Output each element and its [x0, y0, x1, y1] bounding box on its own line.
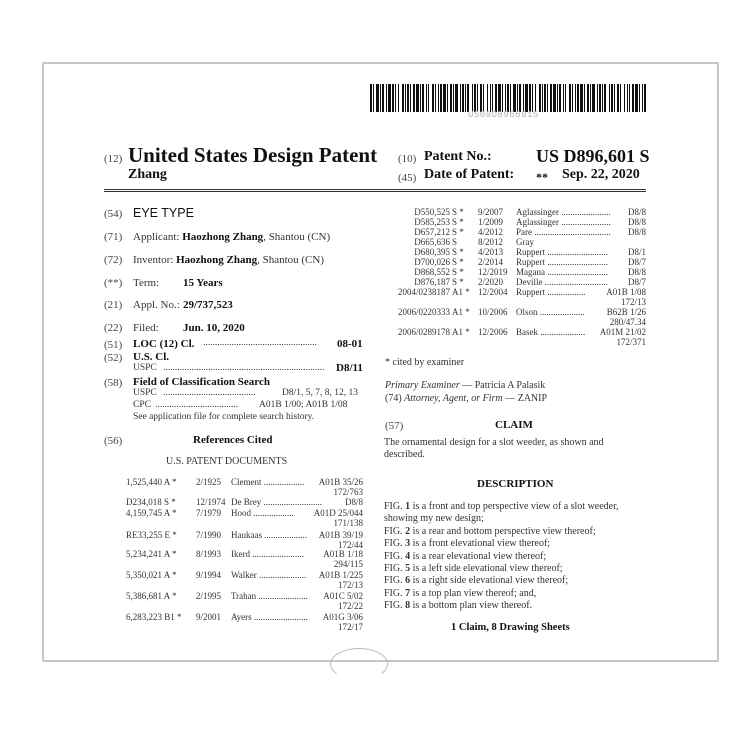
ref-kind: A1 * [452, 327, 470, 337]
appl-value: 29/737,523 [183, 299, 233, 311]
barcode-bar [644, 84, 646, 112]
ref-date: 7/1990 [196, 530, 222, 540]
ref-date: 1/2009 [478, 217, 504, 227]
ref-class-secondary: 172/13 [620, 297, 646, 307]
ref-number: D876,187 [414, 277, 450, 287]
term-value: 15 Years [183, 277, 223, 289]
figure-prefix: FIG. [384, 501, 406, 512]
ref-number: D585,253 [414, 217, 450, 227]
ref-date: 12/1974 [196, 497, 226, 507]
ref-number: D550,525 [414, 207, 450, 217]
uspc-value: D8/11 [336, 362, 363, 374]
examiner-row [385, 380, 545, 391]
figure-description [384, 600, 646, 612]
ref-class-secondary: 172/13 [337, 580, 363, 590]
code-22: (22) [104, 322, 123, 334]
inventor-row [133, 254, 324, 266]
figure-text: is a rear and bottom perspective view thereof; [410, 525, 596, 537]
us-patent-documents-label: U.S. PATENT DOCUMENTS [166, 456, 288, 467]
ref-inventor: Basek .................... [516, 327, 586, 337]
date-label: Date of Patent: [424, 167, 515, 182]
filed-value: Jun. 10, 2020 [183, 322, 245, 334]
field-note: See application file for complete search history. [133, 412, 315, 422]
examiner-label: Primary Examiner [385, 380, 460, 391]
figure-descriptions [384, 501, 646, 613]
ref-class-secondary: 172/22 [337, 601, 363, 611]
partial-seal-stamp [330, 648, 388, 680]
code-57: (57) [385, 420, 404, 432]
figure-description [384, 526, 646, 538]
code-72: (72) [104, 254, 123, 266]
ref-kind: S * [452, 267, 464, 277]
reference-row [386, 307, 646, 327]
code-51: (51) [104, 339, 123, 351]
barcode [370, 84, 646, 112]
figure-prefix: FIG. [384, 538, 406, 550]
ref-number: D657,212 [414, 227, 450, 237]
figure-text: is a front and top perspective view of a slot weeder, showing my new design; [384, 501, 619, 525]
ref-date: 2/2014 [478, 257, 504, 267]
figure-description [384, 501, 646, 526]
patent-date: Sep. 22, 2020 [562, 167, 640, 182]
figure-prefix: FIG. [384, 563, 406, 575]
attorney-name: — ZANIP [502, 393, 548, 404]
ref-kind: S * [452, 277, 464, 287]
header-rule [104, 189, 646, 190]
design-title: EYE TYPE [133, 206, 194, 220]
ref-class-secondary: 172/371 [616, 337, 646, 347]
ref-number: D680,395 [414, 247, 450, 257]
loc-label: LOC (12) Cl. [133, 338, 195, 350]
ref-class: A01C 5/02 [323, 591, 363, 601]
uspc-dots: .................................................................... [163, 363, 325, 373]
ref-class-secondary: 280/47.34 [609, 317, 646, 327]
figure-description [384, 563, 646, 575]
figure-description [384, 588, 646, 600]
field-label: Field of Classification Search [133, 376, 270, 388]
claim-title: CLAIM [495, 419, 533, 431]
ref-class: D8/1 [628, 247, 646, 257]
ref-inventor: Walker ..................... [231, 570, 307, 580]
figure-text: is a bottom plan view thereof. [410, 600, 533, 612]
ref-inventor: De Brey .......................... [231, 497, 322, 507]
figure-prefix: FIG. [384, 525, 406, 537]
figure-number: 4 [405, 550, 411, 562]
ref-inventor: Ruppert ........................... [516, 257, 608, 267]
claims-summary: 1 Claim, 8 Drawing Sheets [451, 622, 570, 633]
ref-kind: S [452, 237, 458, 247]
ref-number: D665,636 [414, 237, 450, 247]
ref-date: 12/2006 [478, 327, 508, 337]
attorney-code: (74) [385, 393, 402, 404]
ref-date: 2/1925 [196, 477, 222, 487]
ref-inventor: Haukaas ................... [231, 530, 307, 540]
ref-date: 9/2001 [196, 612, 222, 622]
figure-prefix: FIG. [384, 575, 406, 587]
figure-description [384, 538, 646, 550]
ref-date: 4/2013 [478, 247, 504, 257]
applicant-row [133, 231, 330, 243]
ref-class: D8/8 [345, 497, 363, 507]
figure-prefix: FIG. [384, 550, 406, 562]
ref-date: 8/2012 [478, 237, 504, 247]
description-title: DESCRIPTION [477, 478, 554, 490]
ref-class: A01B 35/26 [318, 477, 363, 487]
ref-inventor: Ayers ........................ [231, 612, 308, 622]
loc-dots: ................................................ [203, 338, 317, 348]
figure-number: 3 [405, 538, 411, 550]
ref-kind: S * [452, 257, 464, 267]
claim-text: The ornamental design for a slot weeder, as shown and described. [384, 437, 604, 461]
ref-number: D700,026 [414, 257, 450, 267]
document-title: United States Design Patent [128, 143, 378, 167]
ref-class: A01B 1/08 [606, 287, 646, 297]
ref-inventor: Aglassinger ...................... [516, 217, 611, 227]
code-52: (52) [104, 352, 123, 364]
ref-class: D8/8 [628, 207, 646, 217]
ref-inventor: Aglassinger ...................... [516, 207, 611, 217]
ref-inventor: Deville ............................ [516, 277, 608, 287]
ref-date: 7/1979 [196, 508, 222, 518]
field-cpc-value: A01B 1/00; A01B 1/08 [259, 400, 348, 410]
ref-inventor: Magana ........................... [516, 267, 608, 277]
figure-description [384, 551, 646, 563]
ref-class-secondary: 171/138 [333, 518, 363, 528]
figure-number: 6 [405, 575, 411, 587]
ref-class: D8/8 [628, 227, 646, 237]
reference-row [126, 508, 363, 528]
code-12: (12) [104, 153, 123, 165]
ref-class-secondary: 172/17 [337, 622, 363, 632]
ref-number: RE33,255 E * [126, 530, 177, 540]
ref-number: 4,159,745 A * [126, 508, 177, 518]
loc-value: 08-01 [337, 338, 363, 350]
ref-number: 5,350,021 A * [126, 570, 177, 580]
ref-date: 9/1994 [196, 570, 222, 580]
figure-text: is a left side elevational view thereof; [410, 563, 563, 575]
inventor-name: Haozhong Zhang [176, 254, 258, 266]
reference-row [386, 287, 646, 307]
code-21: (21) [104, 299, 123, 311]
ref-class-secondary: 294/115 [333, 559, 363, 569]
patent-number: US D896,601 S [536, 146, 650, 166]
ref-number: 2006/0220333 [397, 307, 450, 317]
ref-number: 6,283,223 B1 * [126, 612, 182, 622]
ref-date: 12/2004 [478, 287, 508, 297]
figure-number: 7 [405, 587, 411, 599]
inventor-label: Inventor: [133, 254, 174, 266]
attorney-label: Attorney, Agent, or Firm [404, 393, 503, 404]
ref-inventor: Trahan ...................... [231, 591, 308, 601]
figure-text: is a rear elevational view thereof; [410, 550, 547, 562]
figure-number: 8 [405, 600, 411, 612]
figure-number: 2 [405, 525, 411, 537]
inventor-surname: Zhang [128, 167, 167, 182]
ref-inventor: Clement .................. [231, 477, 305, 487]
figure-text: is a front elevational view thereof; [410, 538, 551, 550]
ref-class: D8/7 [628, 257, 646, 267]
uscl-label: U.S. Cl. [133, 351, 170, 363]
ref-class: A01D 25/044 [313, 508, 363, 518]
applicant-location: , Shantou (CN) [263, 231, 331, 243]
applicant-label: Applicant: [133, 231, 180, 243]
field-uspc-value: D8/1, 5, 7, 8, 12, 13 [282, 388, 358, 398]
figure-text: is a top plan view thereof; and, [410, 587, 537, 599]
reference-row [126, 549, 363, 569]
ref-class: A01M 21/02 [599, 327, 646, 337]
ref-kind: S * [452, 247, 464, 257]
code-71: (71) [104, 231, 123, 243]
ref-date: 10/2006 [478, 307, 508, 317]
code-56: (56) [104, 435, 123, 447]
code-10: (10) [398, 153, 417, 165]
ref-class-secondary: 172/44 [337, 540, 363, 550]
ref-inventor: Pare .................................. [516, 227, 611, 237]
ref-class: D8/8 [628, 267, 646, 277]
code-58: (58) [104, 377, 123, 389]
ref-date: 12/2019 [478, 267, 508, 277]
ref-kind: S * [452, 207, 464, 217]
reference-row [126, 612, 363, 632]
reference-row [386, 327, 646, 347]
ref-inventor: Gray [516, 237, 534, 247]
date-mark: ** [536, 170, 548, 184]
header-rule-2 [104, 191, 646, 192]
ref-class-secondary: 172/763 [333, 487, 363, 497]
ref-number: 2006/0289178 [397, 327, 450, 337]
reference-row [126, 570, 363, 590]
barcode-number: US00D896601S [468, 110, 539, 120]
ref-date: 4/2012 [478, 227, 504, 237]
ref-inventor: Hood .................. [231, 508, 294, 518]
ref-number: 1,525,440 A * [126, 477, 177, 487]
ref-class: B62B 1/26 [606, 307, 646, 317]
figure-text: is a right side elevational view thereof; [410, 575, 569, 587]
reference-row [126, 530, 363, 550]
attorney-row [385, 393, 547, 404]
ref-class: D8/8 [628, 217, 646, 227]
patent-no-label: Patent No.: [424, 149, 492, 164]
cited-note: * cited by examiner [385, 357, 465, 368]
ref-class: A01B 39/19 [318, 530, 363, 540]
appl-label: Appl. No.: [133, 299, 180, 311]
field-uspc-dots: ....................................... [163, 388, 256, 398]
ref-inventor: Ruppert ........................... [516, 247, 608, 257]
filed-label: Filed: [133, 322, 159, 334]
reference-row [126, 477, 363, 497]
ref-class: A01G 3/06 [322, 612, 363, 622]
ref-date: 9/2007 [478, 207, 504, 217]
ref-inventor: Olson .................... [516, 307, 585, 317]
ref-number: 5,234,241 A * [126, 549, 177, 559]
ref-kind: S * [452, 217, 464, 227]
figure-number: 1 [405, 501, 411, 512]
figure-number: 5 [405, 563, 411, 575]
ref-kind: A1 * [452, 287, 470, 297]
code-45: (45) [398, 172, 417, 184]
ref-inventor: Ruppert ................. [516, 287, 586, 297]
ref-class: D8/7 [628, 277, 646, 287]
ref-date: 8/1993 [196, 549, 222, 559]
figure-description [384, 575, 646, 587]
reference-row [126, 591, 363, 611]
ref-number: 5,386,681 A * [126, 591, 177, 601]
field-uspc-label: USPC [133, 388, 157, 398]
code-54: (54) [104, 208, 123, 220]
applicant-name: Haozhong Zhang [182, 231, 264, 243]
inventor-location: , Shantou (CN) [257, 254, 324, 266]
ref-inventor: Ikerd ....................... [231, 549, 304, 559]
ref-class: A01B 1/18 [323, 549, 363, 559]
ref-kind: A1 * [452, 307, 470, 317]
code-term: (**) [104, 277, 123, 289]
ref-number: D234,018 S * [126, 497, 176, 507]
examiner-name: — Patricia A Palasik [459, 380, 546, 391]
ref-number: 2004/0238187 [397, 287, 450, 297]
figure-prefix: FIG. [384, 587, 406, 599]
figure-prefix: FIG. [384, 600, 406, 612]
ref-kind: S * [452, 227, 464, 237]
refs-label: References Cited [193, 434, 273, 446]
term-label: Term: [133, 277, 160, 289]
ref-class: A01B 1/225 [318, 570, 363, 580]
field-cpc-dots: ................................... [155, 400, 239, 410]
ref-date: 2/2020 [478, 277, 504, 287]
uspc-label: USPC [133, 363, 157, 373]
field-cpc-label: CPC [133, 400, 151, 410]
ref-number: D868,552 [414, 267, 450, 277]
ref-date: 2/1995 [196, 591, 222, 601]
